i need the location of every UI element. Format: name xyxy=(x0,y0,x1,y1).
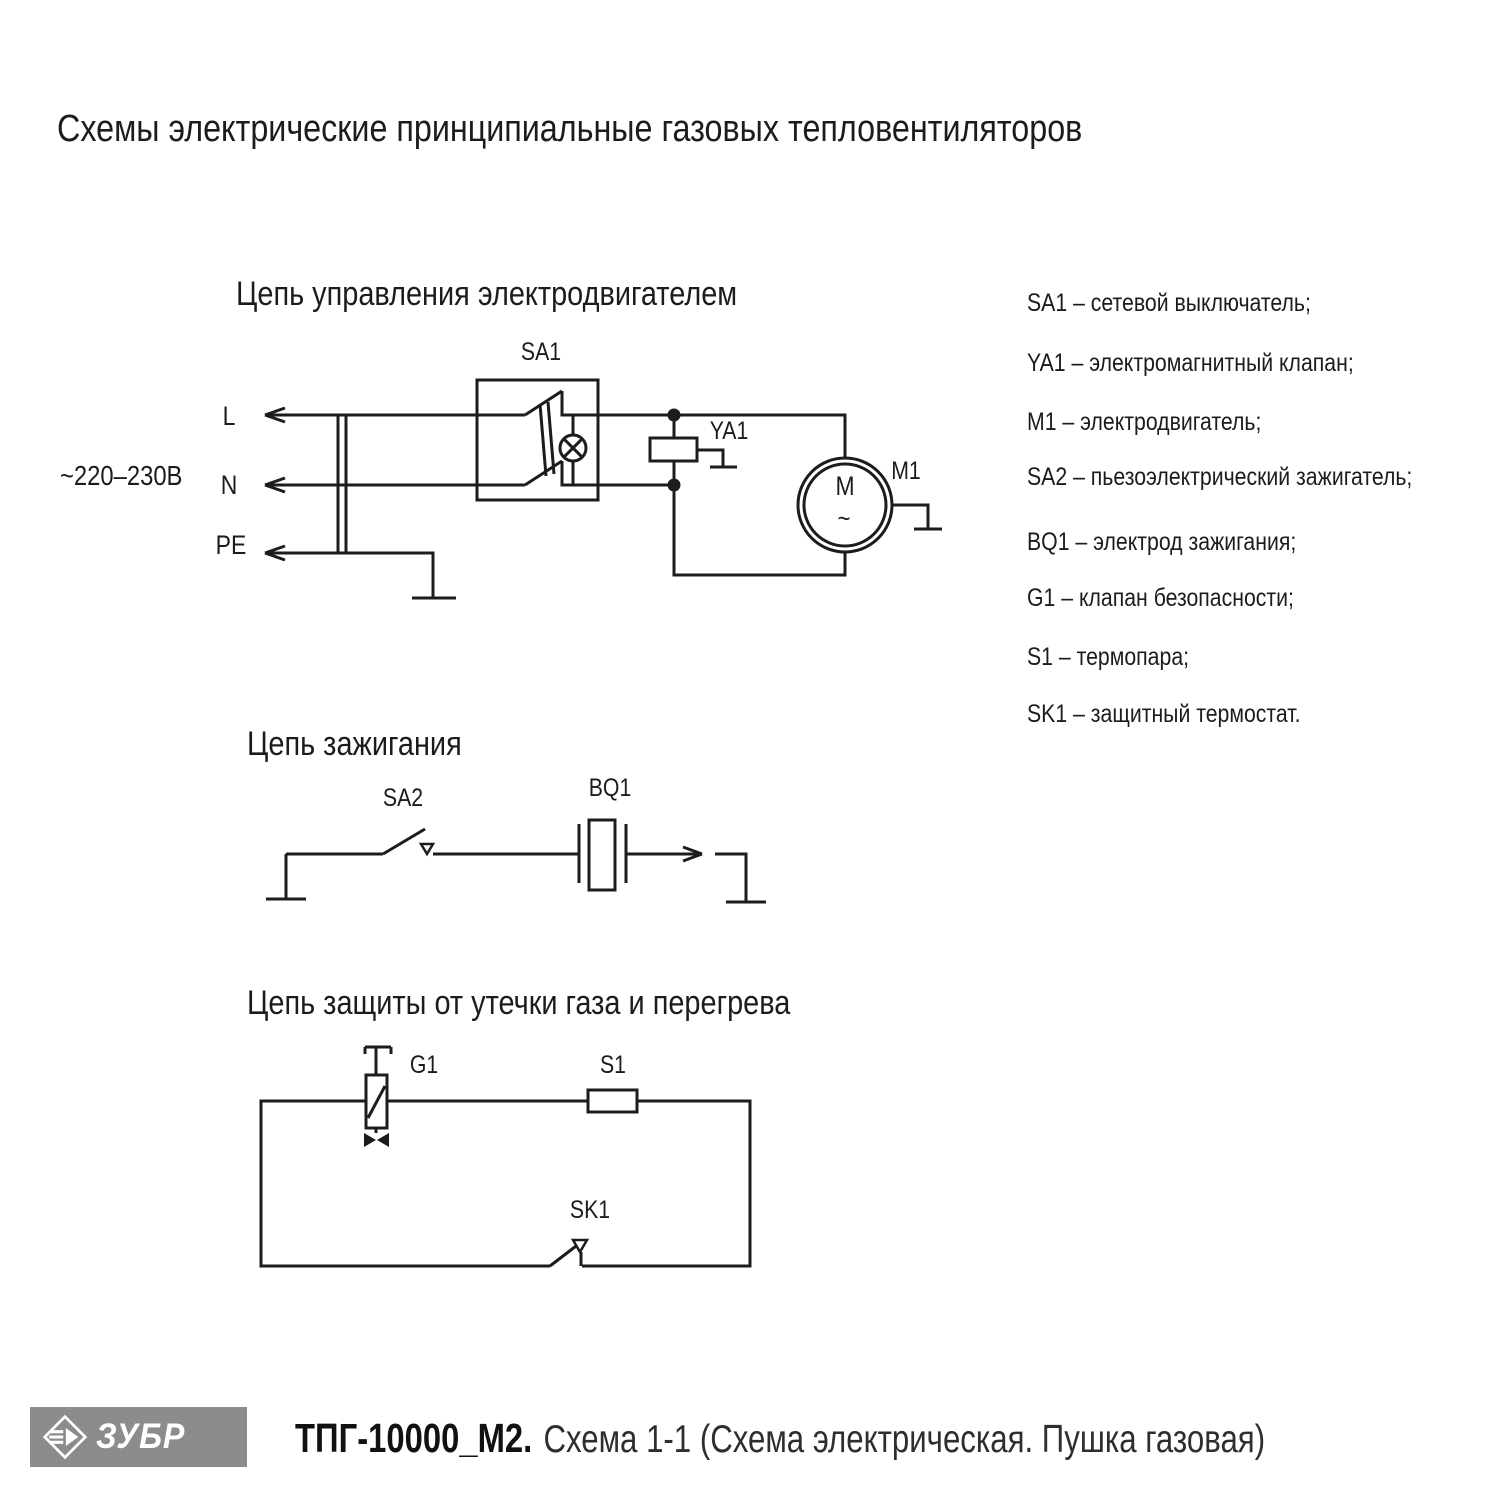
label-sa2: SA2 xyxy=(382,784,424,812)
brand-name: ЗУБР xyxy=(96,1417,186,1456)
line-label-pe: PE xyxy=(215,530,247,560)
circuit3-title: Цепь защиты от утечки газа и перегрева xyxy=(247,984,791,1022)
s1-thermocouple-symbol xyxy=(588,1090,637,1112)
label-g1: G1 xyxy=(409,1051,439,1079)
bq1-electrode-symbol xyxy=(589,820,615,890)
label-sa1: SA1 xyxy=(520,338,562,366)
line-label-n: N xyxy=(220,470,238,500)
legend-item: G1 – клапан безопасности; xyxy=(1027,584,1294,612)
circuit1-title: Цепь управления электродвигателем xyxy=(236,275,738,313)
footer-caption-line xyxy=(295,1415,1265,1462)
zubr-diamond-icon xyxy=(42,1414,88,1460)
legend-item: SA1 – сетевой выключатель; xyxy=(1027,289,1311,317)
sa2-ground-symbol xyxy=(266,854,306,899)
circuit2-title: Цепь зажигания xyxy=(247,725,462,763)
footer-model: ТПГ-10000_М2. xyxy=(295,1415,533,1461)
motor-ac-symbol: ~ xyxy=(837,503,851,533)
label-m1: M1 xyxy=(891,457,921,485)
legend-item: S1 – термопара; xyxy=(1027,643,1190,671)
label-s1: S1 xyxy=(599,1051,627,1079)
right-ground-symbol xyxy=(715,854,766,902)
voltage-label: ~220–230В xyxy=(60,460,183,491)
label-ya1: YA1 xyxy=(709,417,749,445)
ignition-circuit xyxy=(266,820,766,902)
label-sk1: SK1 xyxy=(569,1196,611,1224)
legend-item: BQ1 – электрод зажигания; xyxy=(1027,528,1297,556)
motor-letter: M xyxy=(835,471,855,501)
brand-logo xyxy=(30,1407,247,1467)
sk1-contact-mark xyxy=(573,1240,587,1252)
page-title: Схемы электрические принципиальные газовых тепловентиляторов xyxy=(57,108,1083,150)
protection-circuit xyxy=(261,1047,750,1266)
sa2-switch-blade xyxy=(383,829,425,854)
legend-item: YA1 – электромагнитный клапан; xyxy=(1027,349,1354,377)
legend-item: M1 – электродвигатель; xyxy=(1027,408,1262,436)
junction-dot xyxy=(668,479,681,492)
legend-item: SK1 – защитный термостат. xyxy=(1027,700,1301,728)
footer-caption: Схема 1-1 (Схема электрическая. Пушка газовая) xyxy=(543,1418,1266,1461)
protection-loop xyxy=(261,1101,750,1266)
g1-bowtie-valve-icon xyxy=(364,1133,376,1147)
ignition-wire xyxy=(286,847,702,861)
label-bq1: BQ1 xyxy=(588,774,632,802)
ya1-ground-symbol xyxy=(697,450,737,467)
line-label-l: L xyxy=(222,401,236,431)
legend-item: SA2 – пьезоэлектрический зажигатель; xyxy=(1027,463,1413,491)
sa2-button-mark xyxy=(421,844,433,854)
g1-bowtie-valve-icon xyxy=(377,1133,389,1147)
